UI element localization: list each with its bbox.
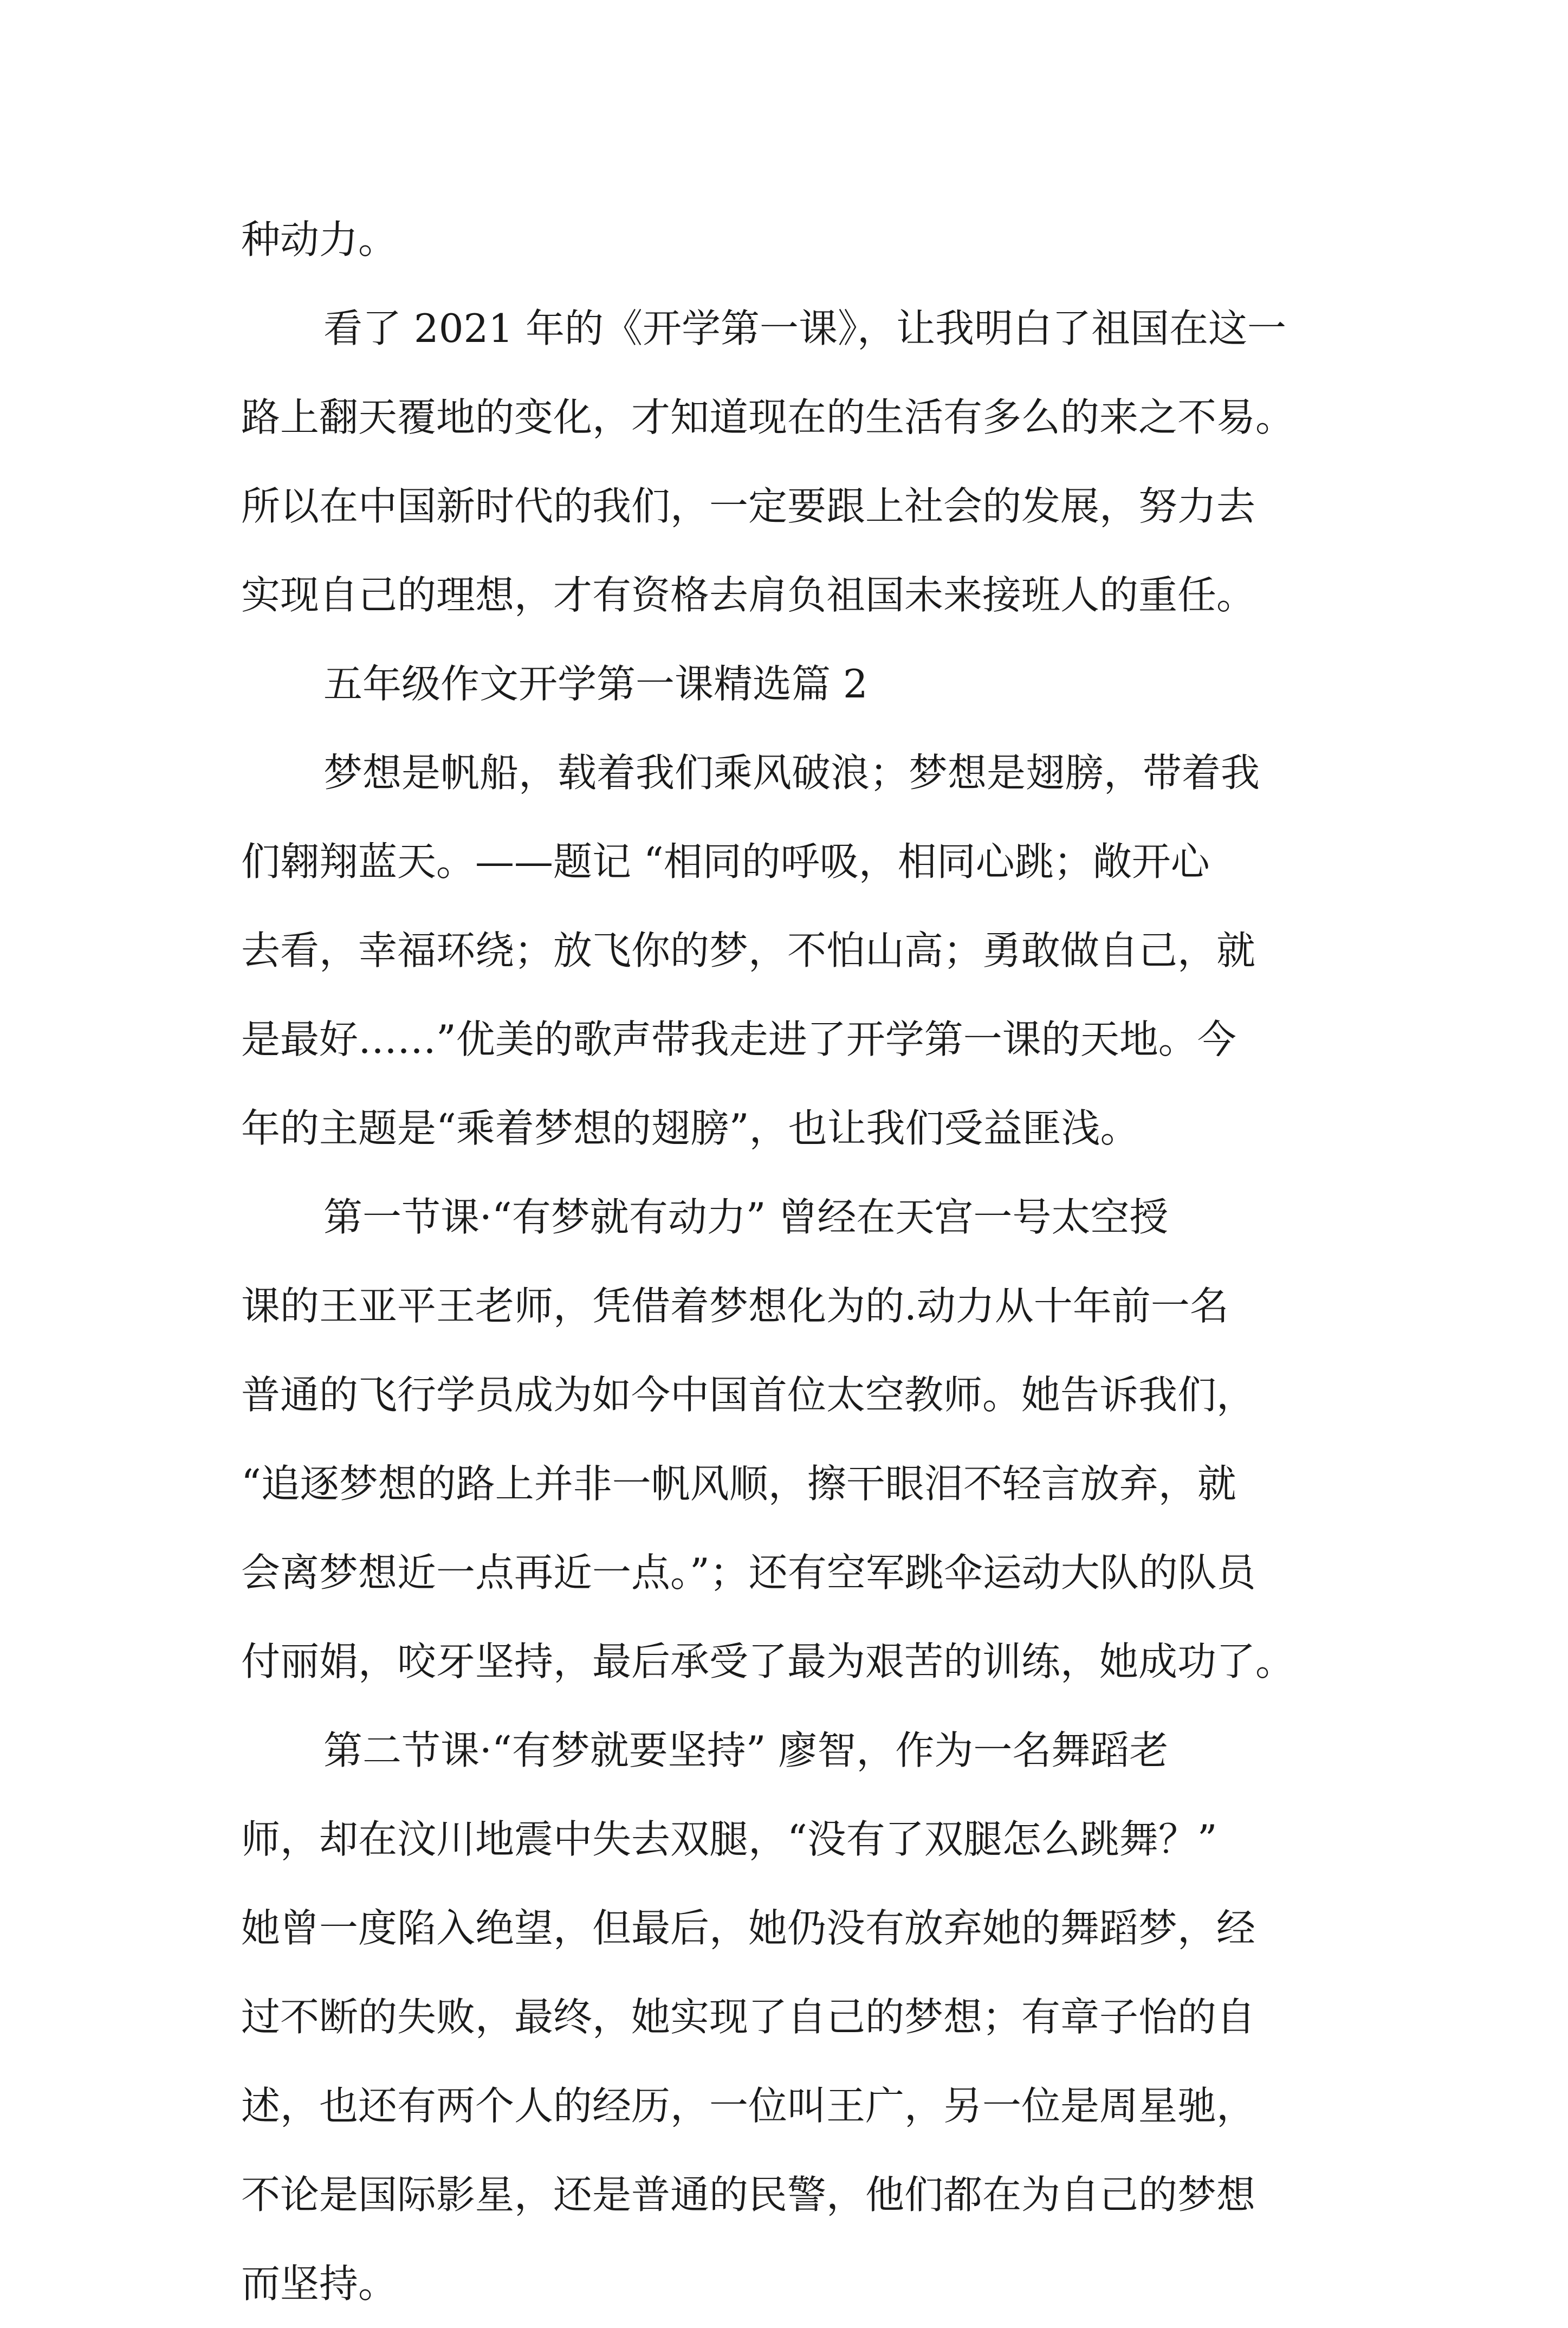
document-body [241,195,1379,2328]
paragraph-start-line: 梦想是帆船，载着我们乘风破浪；梦想是翅膀，带着我 [323,750,1260,796]
text-line: 付丽娟，咬牙坚持，最后承受了最为艰苦的训练，她成功了。 [241,1639,1295,1684]
text-line: 她曾一度陷入绝望，但最后，她仍没有放弃她的舞蹈梦，经 [241,1905,1256,1951]
text-line: 课的王亚平王老师，凭借着梦想化为的.动力从十年前一名 [241,1283,1229,1329]
text-line: 普通的飞行学员成为如今中国首位太空教师。她告诉我们， [241,1372,1256,1418]
paragraph-start-line: 第二节课·“有梦就要坚持” 廖智，作为一名舞蹈老 [323,1728,1169,1773]
text-line: 年的主题是“乘着梦想的翅膀”，也让我们受益匪浅。 [241,1105,1139,1151]
paragraph-start-line: 第一节课·“有梦就有动力” 曾经在天宫一号太空授 [323,1194,1169,1240]
text-line: 们翱翔蓝天。——题记 “相同的呼吸，相同心跳；敞开心 [241,839,1210,884]
text-line: 所以在中国新时代的我们，一定要跟上社会的发展，努力去 [241,483,1256,529]
text-line: 去看，幸福环绕；放飞你的梦，不怕山高；勇敢做自己，就 [241,928,1256,973]
text-line: 种动力。 [241,217,398,262]
text-line: 是最好……”优美的歌声带我走进了开学第一课的天地。今 [241,1017,1236,1062]
text-line: 会离梦想近一点再近一点。”；还有空军跳伞运动大队的队员 [241,1550,1256,1595]
text-line: 师，却在汶川地震中失去双腿，“没有了双腿怎么跳舞？” [241,1816,1217,1862]
text-line: 述，也还有两个人的经历，一位叫王广，另一位是周星驰， [241,2083,1256,2129]
text-line: “追逐梦想的路上并非一帆风顺，擦干眼泪不轻言放弃，就 [241,1461,1236,1506]
section-heading: 五年级作文开学第一课精选篇 2 [323,661,868,707]
paragraph-start-line: 看了 2021 年的《开学第一课》，让我明白了祖国在这一 [323,306,1287,351]
text-line: 实现自己的理想，才有资格去肩负祖国未来接班人的重任。 [241,572,1256,618]
text-line: 路上翻天覆地的变化，才知道现在的生活有多么的来之不易。 [241,395,1295,440]
text-line: 而坚持。 [241,2261,398,2306]
text-line: 过不断的失败，最终，她实现了自己的梦想；有章子怡的自 [241,1994,1256,2040]
text-line: 不论是国际影星，还是普通的民警，他们都在为自己的梦想 [241,2172,1256,2217]
